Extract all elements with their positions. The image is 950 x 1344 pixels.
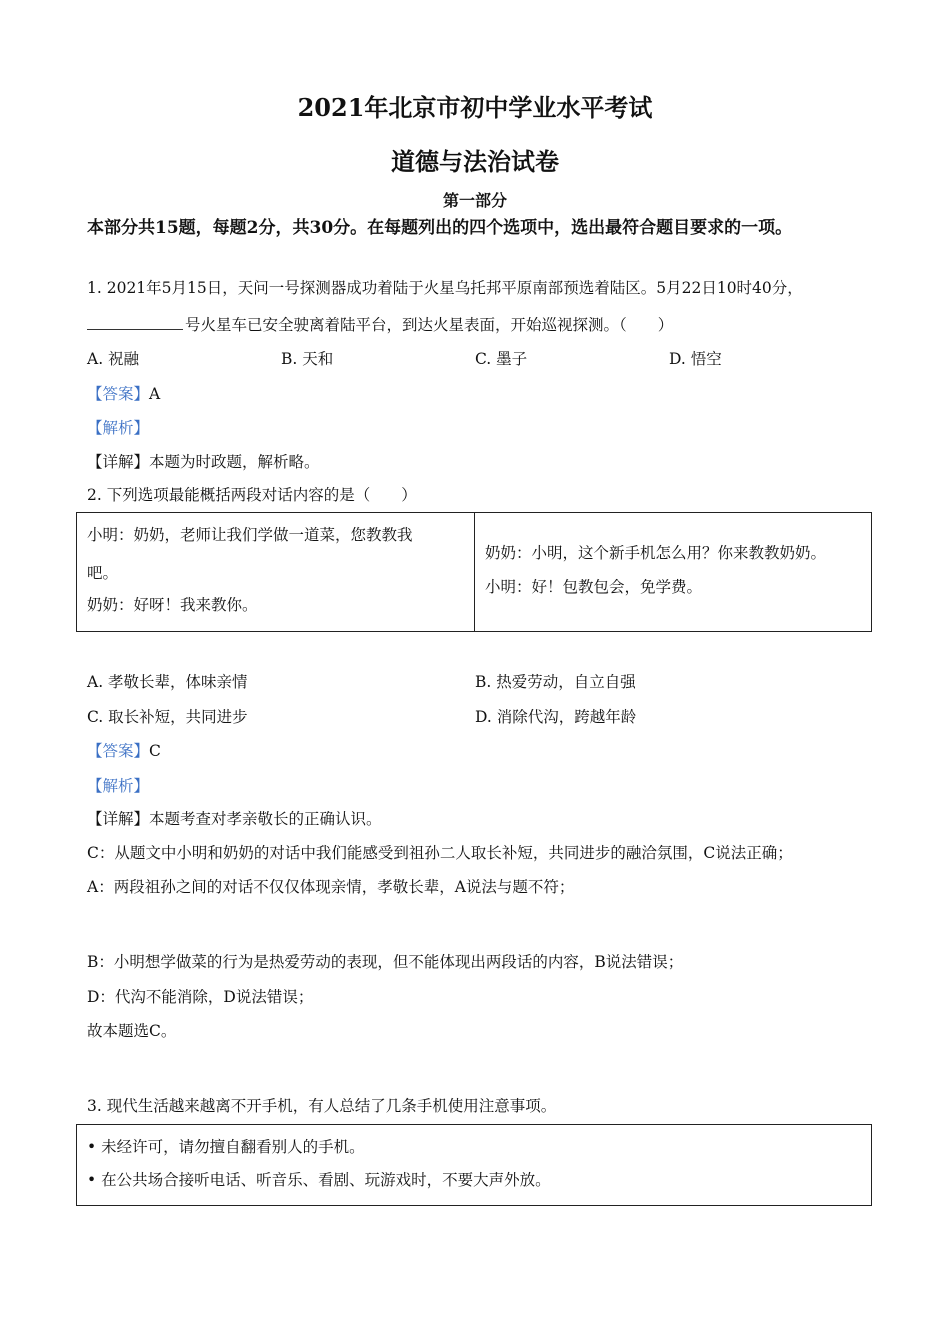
q1-answer-value: A: [149, 385, 161, 403]
part-heading: 第一部分: [442, 191, 507, 210]
q1-option-a: A. 祝融: [87, 350, 140, 368]
part-instructions: 本部分共15题，每题2分，共30分。在每题列出的四个选项中，选出最符合题目要求的一项。: [87, 218, 793, 238]
q2-stem: 2. 下列选项最能概括两段对话内容的是（ ）: [87, 486, 417, 504]
q1-stem-line2-text: 号火星车已安全驶离着陆平台，到达火星表面，开始巡视探测。（ ）: [185, 316, 674, 334]
q2-explain-a: A：两段祖孙之间的对话不仅仅体现亲情，孝敬长辈，A说法与题不符；: [87, 878, 575, 896]
exam-title: 2021年北京市初中学业水平考试: [297, 93, 653, 122]
q2-option-d: D. 消除代沟，跨越年龄: [475, 708, 637, 726]
q2-option-a: A. 孝敬长辈，体味亲情: [87, 673, 248, 691]
q1-answer-label: 【答案】: [87, 385, 150, 403]
q2-explain-b: B：小明想学做菜的行为是热爱劳动的表现，但不能体现出两段话的内容，B说法错误；: [87, 953, 684, 971]
q1-option-d: D. 悟空: [669, 350, 722, 368]
q2-answer-value: C: [149, 742, 161, 760]
q2-right-line2: 小明：好！包教包会，免学费。: [485, 578, 703, 596]
q1-analysis-label: 【解析】: [87, 419, 150, 437]
q1-detail: 【详解】本题为时政题，解析略。: [87, 453, 320, 471]
q2-answer-label: 【答案】: [87, 742, 150, 760]
q2-explain-d: D：代沟不能消除，D说法错误；: [87, 988, 314, 1006]
q1-answer: [87, 382, 160, 404]
q2-table-divider: [474, 513, 475, 631]
q3-item-2: • 在公共场合接听电话、听音乐、看剧、玩游戏时，不要大声外放。: [87, 1171, 551, 1189]
q2-conclusion: 故本题选C。: [87, 1022, 177, 1040]
q1-blank: [87, 315, 183, 330]
q3-item-1: • 未经许可，请勿擅自翻看别人的手机。: [87, 1138, 365, 1156]
q2-analysis-label: 【解析】: [87, 777, 150, 795]
q2-left-line2: 吧。: [87, 564, 119, 582]
q2-option-c: C. 取长补短，共同进步: [87, 708, 248, 726]
q2-option-b: B. 热爱劳动，自立自强: [475, 673, 636, 691]
q1-option-c: C. 墨子: [475, 350, 528, 368]
q2-detail: 【详解】本题考查对孝亲敬长的正确认识。: [87, 810, 382, 828]
exam-subtitle: 道德与法治试卷: [391, 147, 559, 176]
q3-notes-box: [76, 1124, 872, 1206]
q2-left-line1: 小明：奶奶，老师让我们学做一道菜，您教教我: [87, 526, 413, 544]
q2-dialogue-table: [76, 512, 872, 632]
q1-option-b: B. 天和: [281, 350, 334, 368]
q2-explain-c: C：从题文中小明和奶奶的对话中我们能感受到祖孙二人取长补短，共同进步的融洽氛围，C说法正确；: [87, 844, 793, 862]
q3-stem: 3. 现代生活越来越离不开手机，有人总结了几条手机使用注意事项。: [87, 1097, 557, 1115]
q1-stem-line1: 1. 2021年5月15日，天问一号探测器成功着陆于火星乌托邦平原南部预选着陆区。5月22日10时40分，: [87, 279, 803, 297]
q2-answer: [87, 739, 161, 761]
q1-stem-line2: [87, 313, 673, 335]
q2-right-line1: 奶奶：小明，这个新手机怎么用？你来教教奶奶。: [485, 544, 827, 562]
q2-left-line3: 奶奶：好呀！我来教你。: [87, 596, 258, 614]
